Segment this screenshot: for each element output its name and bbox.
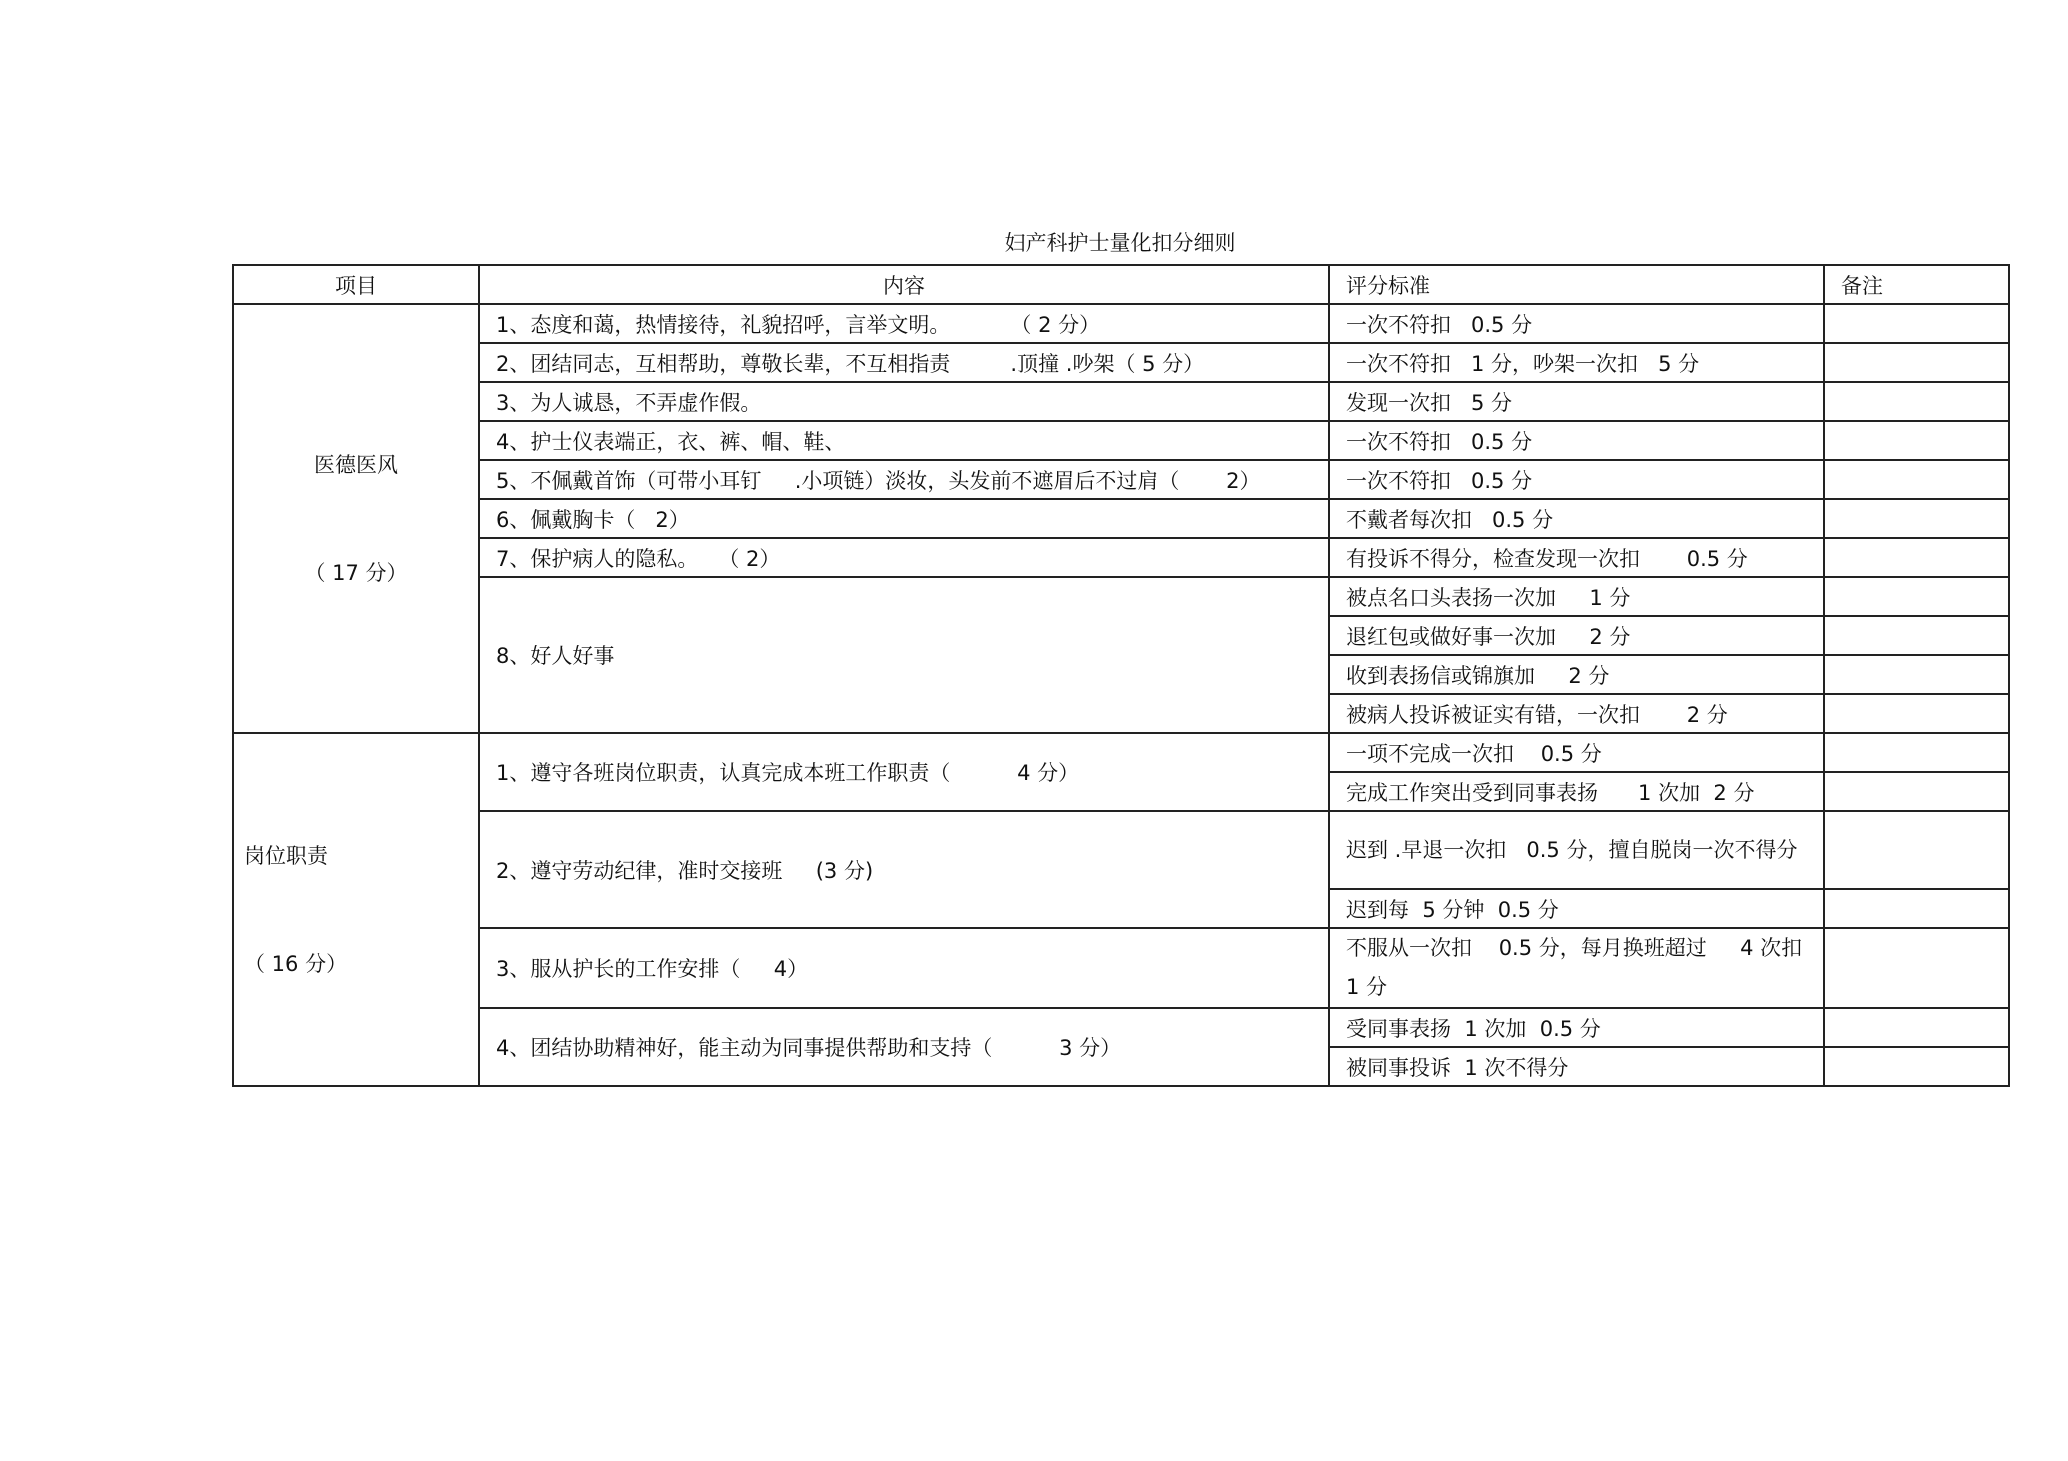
content-cell: 8、好人好事	[479, 577, 1329, 733]
table-row	[233, 304, 2009, 343]
note-cell	[1824, 304, 2009, 343]
header-standard: 评分标准	[1329, 265, 1824, 304]
section-item-cell	[233, 304, 479, 733]
table-row	[233, 421, 2009, 460]
content-cell: 6、佩戴胸卡（ 2）	[479, 499, 1329, 538]
standard-cell: 迟到每 5 分钟 0.5 分	[1329, 889, 1824, 928]
standard-cell: 完成工作突出受到同事表扬 1 次加 2 分	[1329, 772, 1824, 811]
note-cell	[1824, 577, 2009, 616]
standard-cell: 迟到 .早退一次扣 0.5 分，擅自脱岗一次不得分	[1329, 811, 1824, 889]
header-row	[233, 265, 2009, 304]
note-cell	[1824, 1008, 2009, 1047]
note-cell	[1824, 421, 2009, 460]
content-cell: 2、团结同志，互相帮助，尊敬长辈，不互相指责 .顶撞 .吵架（ 5 分）	[479, 343, 1329, 382]
standard-cell: 一项不完成一次扣 0.5 分	[1329, 733, 1824, 772]
section-points: （ 16 分）	[244, 951, 348, 976]
note-cell	[1824, 616, 2009, 655]
table-row	[233, 811, 2009, 889]
page-title: 妇产科护士量化扣分细则	[1004, 231, 1236, 255]
standard-cell: 一次不符扣 1 分，吵架一次扣 5 分	[1329, 343, 1824, 382]
note-cell	[1824, 694, 2009, 733]
content-cell: 3、服从护长的工作安排（ 4）	[479, 928, 1329, 1008]
table-row	[233, 499, 2009, 538]
table-row	[233, 928, 2009, 1008]
content-cell: 7、保护病人的隐私。 （ 2）	[479, 538, 1329, 577]
section-name: 医德医风	[314, 452, 398, 477]
content-cell: 1、遵守各班岗位职责，认真完成本班工作职责（ 4 分）	[479, 733, 1329, 811]
note-cell	[1824, 1047, 2009, 1086]
standard-cell: 一次不符扣 0.5 分	[1329, 421, 1824, 460]
note-cell	[1824, 889, 2009, 928]
note-cell	[1824, 928, 2009, 1008]
content-cell: 4、团结协助精神好，能主动为同事提供帮助和支持（ 3 分）	[479, 1008, 1329, 1086]
table-row	[233, 382, 2009, 421]
table-row	[233, 1008, 2009, 1047]
section-item-cell	[233, 733, 479, 1086]
standard-cell: 一次不符扣 0.5 分	[1329, 304, 1824, 343]
table-row	[233, 343, 2009, 382]
section-name: 岗位职责	[244, 843, 328, 868]
standard-cell: 有投诉不得分，检查发现一次扣 0.5 分	[1329, 538, 1824, 577]
standard-cell: 被病人投诉被证实有错，一次扣 2 分	[1329, 694, 1824, 733]
standard-cell: 被点名口头表扬一次加 1 分	[1329, 577, 1824, 616]
note-cell	[1824, 733, 2009, 772]
note-cell	[1824, 655, 2009, 694]
standard-cell: 不戴者每次扣 0.5 分	[1329, 499, 1824, 538]
content-cell: 2、遵守劳动纪律，准时交接班 (3 分)	[479, 811, 1329, 928]
header-content: 内容	[479, 265, 1329, 304]
content-cell: 1、态度和蔼，热情接待，礼貌招呼，言举文明。 （ 2 分）	[479, 304, 1329, 343]
table-row	[233, 460, 2009, 499]
note-cell	[1824, 343, 2009, 382]
table-row	[233, 538, 2009, 577]
note-cell	[1824, 382, 2009, 421]
deduction-table	[232, 264, 2010, 1087]
note-cell	[1824, 538, 2009, 577]
note-cell	[1824, 772, 2009, 811]
content-cell: 4、护士仪表端正，衣、裤、帽、鞋、	[479, 421, 1329, 460]
note-cell	[1824, 460, 2009, 499]
standard-cell: 退红包或做好事一次加 2 分	[1329, 616, 1824, 655]
standard-cell: 发现一次扣 5 分	[1329, 382, 1824, 421]
standard-cell: 受同事表扬 1 次加 0.5 分	[1329, 1008, 1824, 1047]
content-cell: 3、为人诚恳，不弄虚作假。	[479, 382, 1329, 421]
table-row	[233, 577, 2009, 616]
standard-cell: 一次不符扣 0.5 分	[1329, 460, 1824, 499]
section-points: （ 17 分）	[304, 560, 408, 585]
content-cell: 5、不佩戴首饰（可带小耳钉 .小项链）淡妆，头发前不遮眉后不过肩（ 2）	[479, 460, 1329, 499]
header-item: 项目	[233, 265, 479, 304]
standard-cell: 被同事投诉 1 次不得分	[1329, 1047, 1824, 1086]
table-row	[233, 733, 2009, 772]
header-note: 备注	[1824, 265, 2009, 304]
note-cell	[1824, 499, 2009, 538]
note-cell	[1824, 811, 2009, 889]
standard-cell: 不服从一次扣 0.5 分，每月换班超过 4 次扣 1 分	[1329, 928, 1824, 1008]
standard-cell: 收到表扬信或锦旗加 2 分	[1329, 655, 1824, 694]
